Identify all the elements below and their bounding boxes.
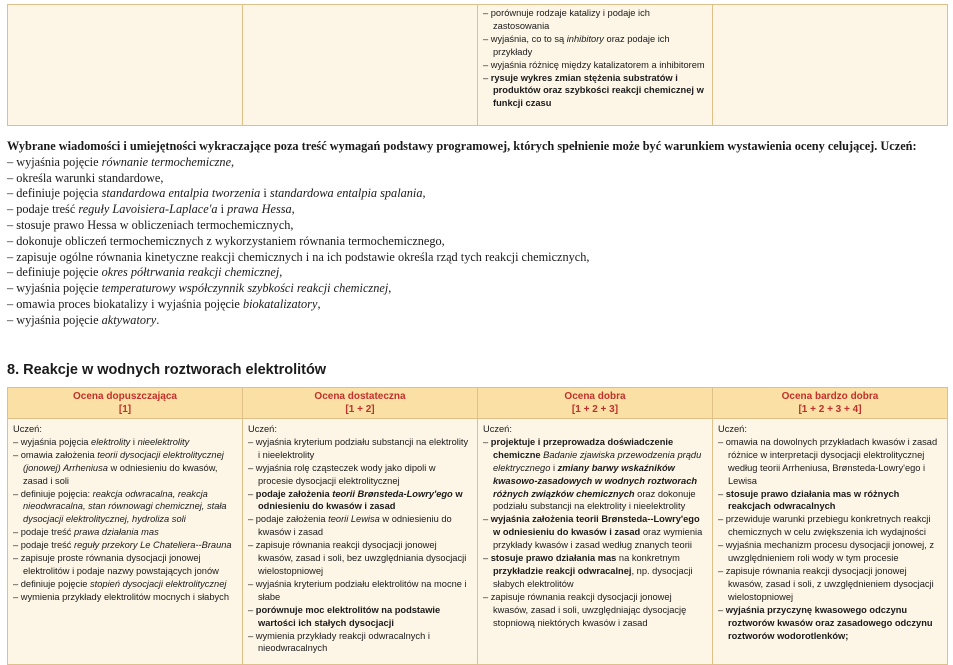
list-item-text: stosuje prawo działania mas xyxy=(490,553,617,564)
list-item-text: elektrolity xyxy=(91,436,131,447)
extra-requirements-block xyxy=(7,139,949,329)
list-item xyxy=(483,59,707,72)
list-item-text: zapisuje równania reakcji dysocjacji jonowej kwasów, zasad i soli, bez uwzględniania dysocjacji wielostopniowej xyxy=(255,540,467,576)
list-item-text: teorii Lewisa xyxy=(328,514,380,525)
list-item-text: stosuje prawo działania mas w różnych reakcjach odwracalnych xyxy=(725,488,900,512)
list-item-text: podaje treść xyxy=(20,540,74,551)
list-item xyxy=(483,552,707,591)
list-item-text: reakcja odwracalna, reakcja nieodwracalna, stan równowagi chemicznej, stała dysocjacji elektrolitycznej, hydroliza soli xyxy=(23,488,227,525)
list-item-text: teorii dysocjacji elektrolitycznej (jonowej) Arrheniusa xyxy=(23,449,224,473)
list-item-text: w odniesieniu do kwasów i zasad xyxy=(258,488,463,512)
list-item-text: temperaturowy współczynnik szybkości reakcji chemicznej xyxy=(101,281,389,296)
list-item-text: i xyxy=(550,462,558,473)
list-item-text: wyjaśnia, co to są xyxy=(490,33,567,44)
list-item-text: podaje założenia xyxy=(255,514,329,525)
list-item-text: porównuje rodzaje katalizy i podaje ich zastosowania xyxy=(490,8,650,31)
list-item xyxy=(13,539,237,552)
list-item xyxy=(7,171,949,187)
list-item xyxy=(248,513,472,539)
list-item-text: , xyxy=(388,281,392,296)
list-item-text: stopień dysocjacji elektrolitycznej xyxy=(90,578,227,589)
list-item-text: na konkretnym xyxy=(616,553,680,564)
list-item xyxy=(483,7,707,33)
list-item-text: zapisuje równania reakcji dysocjacji jonowej kwasów, zasad i soli, z uwzględnieniem dysocjacji wielostopniowej xyxy=(725,565,934,602)
grade-header-dostateczna: Ocena dostateczna [1 + 2] xyxy=(243,388,478,419)
list-item-text: zmiany barwy wskaźników kwasowo-zasadowych w wodnych roztworach różnych związków chemicznych xyxy=(493,462,698,499)
list-item-text: definiuje pojęcie xyxy=(20,578,91,589)
list-item-text: wyjaśnia mechanizm procesu dysocjacji jonowej, z uwzględnieniem roli wody w tym procesie xyxy=(725,540,935,564)
list-item-text: standardowa entalpia tworzenia xyxy=(101,186,261,201)
list-item xyxy=(718,604,942,643)
cell-intro: Uczeń: xyxy=(718,424,747,434)
list-item-text: wyjaśnia przyczynę kwasowego odczynu roztworów kwasów oraz zasadowego odczynu roztworów wodorotlenków; xyxy=(725,604,933,641)
list-item xyxy=(718,539,942,565)
section-title: 8. Reakcje w wodnych roztworach elektrolitów xyxy=(7,362,327,378)
grade-cell-dostateczna xyxy=(243,419,478,665)
list-item-text: dokonuje obliczeń termochemicznych z wykorzystaniem równania termochemicznego, xyxy=(16,233,445,248)
extra-requirements-heading: Wybrane wiadomości i umiejętności wykraczające poza treść wymagań podstawy programowej, których spełnienie może być warunkiem wystawienia oceny celującej. Uczeń: xyxy=(7,139,917,153)
list-item-text: określa warunki standardowe, xyxy=(16,170,164,185)
list-item xyxy=(7,218,949,234)
list-item xyxy=(7,250,949,266)
list-item-text: zapisuje równania reakcji dysocjacji jonowej kwasów, zasad i soli, uwzględniając dysocjację stopniową niektórych kwasów i zasad xyxy=(490,591,687,628)
list-item-text: , xyxy=(231,154,235,169)
list-item xyxy=(718,513,942,539)
list-item-text: prawa Hessa xyxy=(227,202,292,217)
list-item xyxy=(7,155,949,171)
list-item xyxy=(248,604,472,630)
list-item-text: wyjaśnia pojęcie xyxy=(16,312,102,327)
requirements-list xyxy=(243,436,477,655)
requirements-list xyxy=(8,436,242,604)
table-cell-col2 xyxy=(243,5,478,126)
list-item-text: wyjaśnia założenia teorii Brønsteda--Lowry'ego w odniesieniu do kwasów i zasad xyxy=(490,514,700,538)
list-item-text: standardowa entalpia spalania xyxy=(269,186,423,201)
list-item-text: Badanie zjawiska przewodzenia prądu elektrycznego xyxy=(493,449,702,473)
list-item-text: porównuje moc elektrolitów na podstawie wartości ich stałych dysocjacji xyxy=(255,604,441,628)
table-cell-col4 xyxy=(713,5,948,126)
list-item-text: definiuje pojęcia: xyxy=(20,488,93,499)
list-item-text: nieelektrolity xyxy=(137,436,190,447)
list-item-text: wyjaśnia kryterium podziału elektrolitów na mocne i słabe xyxy=(255,578,467,602)
list-item xyxy=(248,630,472,656)
list-item-text: biokatalizatory xyxy=(242,296,318,311)
grade-cell-dobra xyxy=(478,419,713,665)
list-item xyxy=(718,436,942,488)
list-item xyxy=(248,462,472,488)
list-item-text: reguły przekory Le Chateliera--Brauna xyxy=(74,540,232,551)
list-item xyxy=(483,72,707,111)
grade-cell-bardzo-dobra xyxy=(713,419,948,665)
requirements-list xyxy=(478,436,712,630)
list-item-text: okres półtrwania reakcji chemicznej xyxy=(101,265,280,280)
list-item-text: oraz dokonuje podziału substancji na elektrolity i nieelektrolity xyxy=(493,488,696,512)
list-item-text: wyjaśnia pojęcie xyxy=(16,281,102,296)
list-item-text: inhibitory xyxy=(566,33,604,44)
list-item-text: w odniesieniu do kwasów i zasad xyxy=(258,514,452,538)
list-item-text: podaje założenia xyxy=(255,488,333,499)
list-item-text: . xyxy=(156,312,160,327)
list-item xyxy=(248,578,472,604)
list-item-text: rysuje wykres zmian stężenia substratów i produktów oraz szybkości reakcji chemicznej w funkcji czasu xyxy=(490,72,704,109)
list-item xyxy=(7,265,949,281)
list-item-text: przykładzie reakcji odwracalnej xyxy=(493,565,632,576)
list-item-text: równanie termochemiczne xyxy=(101,154,232,169)
list-item-text: stosuje prawo Hessa w obliczeniach termochemicznych, xyxy=(16,217,294,232)
list-item-text: prawa działania mas xyxy=(74,527,159,538)
list-item xyxy=(13,449,237,488)
cell-intro: Uczeń: xyxy=(248,424,277,434)
list-item-text: wymienia przykłady reakcji odwracalnych i nieodwracalnych xyxy=(255,630,430,654)
previous-section-table xyxy=(7,4,948,126)
list-item xyxy=(7,313,949,329)
list-item xyxy=(483,591,707,630)
list-item-text: omawia proces biokatalizy i wyjaśnia pojęcie xyxy=(16,296,243,311)
list-item-text: definiuje pojęcia xyxy=(16,186,102,201)
list-item xyxy=(13,526,237,539)
list-item-text: , xyxy=(291,202,295,217)
list-item xyxy=(7,202,949,218)
list-item-text: w odniesieniu do kwasów, zasad i soli xyxy=(23,462,218,486)
list-item-text: omawia założenia xyxy=(20,449,98,460)
list-item-text: wymienia przykłady elektrolitów mocnych i słabych xyxy=(20,591,229,602)
list-item xyxy=(7,234,949,250)
list-item-text: projektuje i przeprowadza doświadczenie chemiczne xyxy=(490,436,674,460)
table-header-row xyxy=(8,388,948,419)
list-item xyxy=(718,488,942,514)
grade-requirements-table xyxy=(7,387,948,665)
list-item-text: , np. dysocjacji słabych elektrolitów xyxy=(493,565,693,589)
grade-cell-dopuszczajaca xyxy=(8,419,243,665)
list-item-text: oraz podaje ich przykłady xyxy=(493,33,670,57)
list-item xyxy=(718,565,942,604)
grade-header-bardzo-dobra: Ocena bardzo dobra [1 + 2 + 3 + 4] xyxy=(713,388,948,419)
list-item-text: zapisuje ogólne równania kinetyczne reakcji chemicznych i na ich podstawie określa rząd tych reakcji chemicznych, xyxy=(16,249,590,264)
list-item-text: podaje treść xyxy=(16,202,79,217)
table-cell-col3 xyxy=(478,5,713,126)
table-row xyxy=(8,5,948,126)
list-item xyxy=(248,539,472,578)
table-cell-col1 xyxy=(8,5,243,126)
list-item xyxy=(13,591,237,604)
list-item xyxy=(483,33,707,59)
table-row xyxy=(8,419,948,665)
requirements-list xyxy=(713,436,947,643)
grade-header-dopuszczajaca: Ocena dopuszczająca [1] xyxy=(8,388,243,419)
requirements-list xyxy=(478,5,712,110)
list-item-text: zapisuje proste równania dysocjacji jonowej elektrolitów i podaje nazwy powstających jonów xyxy=(20,553,219,576)
list-item-text: , xyxy=(422,186,426,201)
list-item-text: teorii Brønsteda-Lowry'ego xyxy=(332,488,453,499)
list-item-text: podaje treść xyxy=(20,527,74,538)
list-item-text: i xyxy=(260,186,270,201)
list-item-text: wyjaśnia rolę cząsteczek wody jako dipoli w procesie dysocjacji elektrolitycznej xyxy=(255,462,436,486)
list-item-text: wyjaśnia pojęcie xyxy=(16,154,102,169)
list-item-text: wyjaśnia różnicę między katalizatorem a inhibitorem xyxy=(490,59,705,70)
list-item xyxy=(13,552,237,578)
list-item xyxy=(13,578,237,591)
list-item-text: definiuje pojęcie xyxy=(16,265,102,280)
list-item xyxy=(483,436,707,513)
list-item xyxy=(483,513,707,552)
cell-intro: Uczeń: xyxy=(13,424,42,434)
list-item xyxy=(13,436,237,449)
list-item xyxy=(248,436,472,462)
list-item-text: przewiduje warunki przebiegu konkretnych reakcji chemicznych w celu zwiększenia ich wydajności xyxy=(725,514,931,538)
list-item-text: oraz wymienia przykłady kwasów i zasad według znanych teorii xyxy=(493,527,703,551)
list-item-text: , xyxy=(279,265,283,280)
list-item xyxy=(7,186,949,202)
list-item xyxy=(13,488,237,527)
list-item-text: omawia na dowolnych przykładach kwasów i zasad różnice w interpretacji dysocjacji elektrolitycznej według teorii Arrheniusa, Brønsteda-Lowry'ego i Lewisa xyxy=(725,436,938,486)
list-item-text: i xyxy=(130,436,138,447)
list-item xyxy=(7,297,949,313)
cell-intro: Uczeń: xyxy=(483,424,512,434)
list-item-text: aktywatory xyxy=(101,312,157,327)
grade-header-dobra: Ocena dobra [1 + 2 + 3] xyxy=(478,388,713,419)
list-item-text: wyjaśnia pojęcia xyxy=(20,436,92,447)
list-item xyxy=(7,281,949,297)
list-item-text: i xyxy=(217,202,228,217)
extra-requirements-list xyxy=(7,155,949,329)
list-item-text: , xyxy=(317,296,321,311)
list-item-text: reguły Lavoisiera-Laplace'a xyxy=(78,202,218,217)
list-item-text: wyjaśnia kryterium podziału substancji na elektrolity i nieelektrolity xyxy=(255,436,469,460)
list-item xyxy=(248,488,472,514)
